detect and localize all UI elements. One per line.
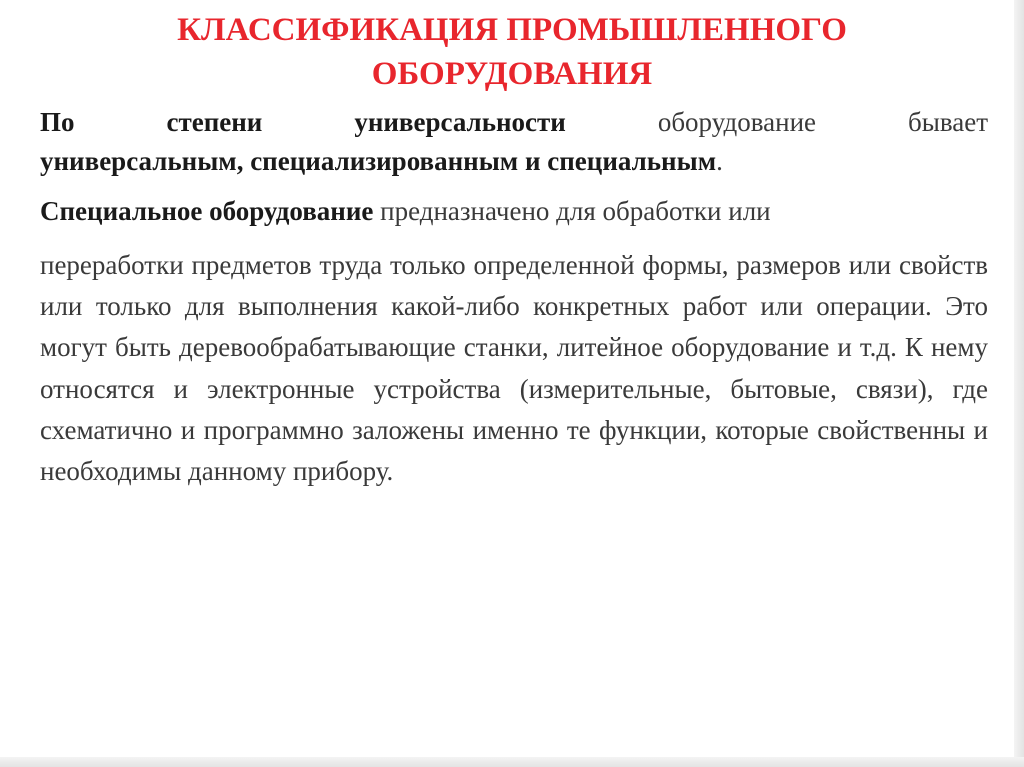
slide-title-line-1: КЛАССИФИКАЦИЯ ПРОМЫШЛЕННОГО — [177, 12, 847, 48]
special-equipment-intro-text: предназначено для обработки или — [373, 196, 771, 226]
paragraph-universality-line-2 — [40, 146, 723, 176]
slide-frame-right — [1014, 0, 1024, 767]
universality-middle: оборудование бывает — [565, 107, 989, 137]
paragraph-special-equipment-intro — [40, 194, 988, 229]
universality-lead: По степени универсальности — [40, 107, 566, 137]
slide-title — [40, 8, 984, 96]
special-equipment-term: Специальное оборудование — [40, 196, 374, 226]
paragraph-special-equipment-details: переработки предметов труда только определенной формы, размеров или свойств или только для выполнения какой-либо конкретных работ или операции. Это могут быть деревообрабатывающие станки, литейное оборудование и т.д. К нему относятся и электронные устройства (измерительные, бытовые, связи), где схематично и программно заложены именно те функции, которые свойственны и необходимы данному прибору. — [40, 250, 988, 487]
universality-types: универсальным, специализированным и специальным — [40, 146, 717, 176]
paragraph-universality-line-1 — [40, 103, 988, 142]
universality-tail: . — [716, 146, 723, 176]
slide-title-line-2: ОБОРУДОВАНИЯ — [371, 56, 653, 92]
paragraph-universality — [40, 103, 988, 181]
slide-frame-bottom — [0, 757, 1024, 767]
